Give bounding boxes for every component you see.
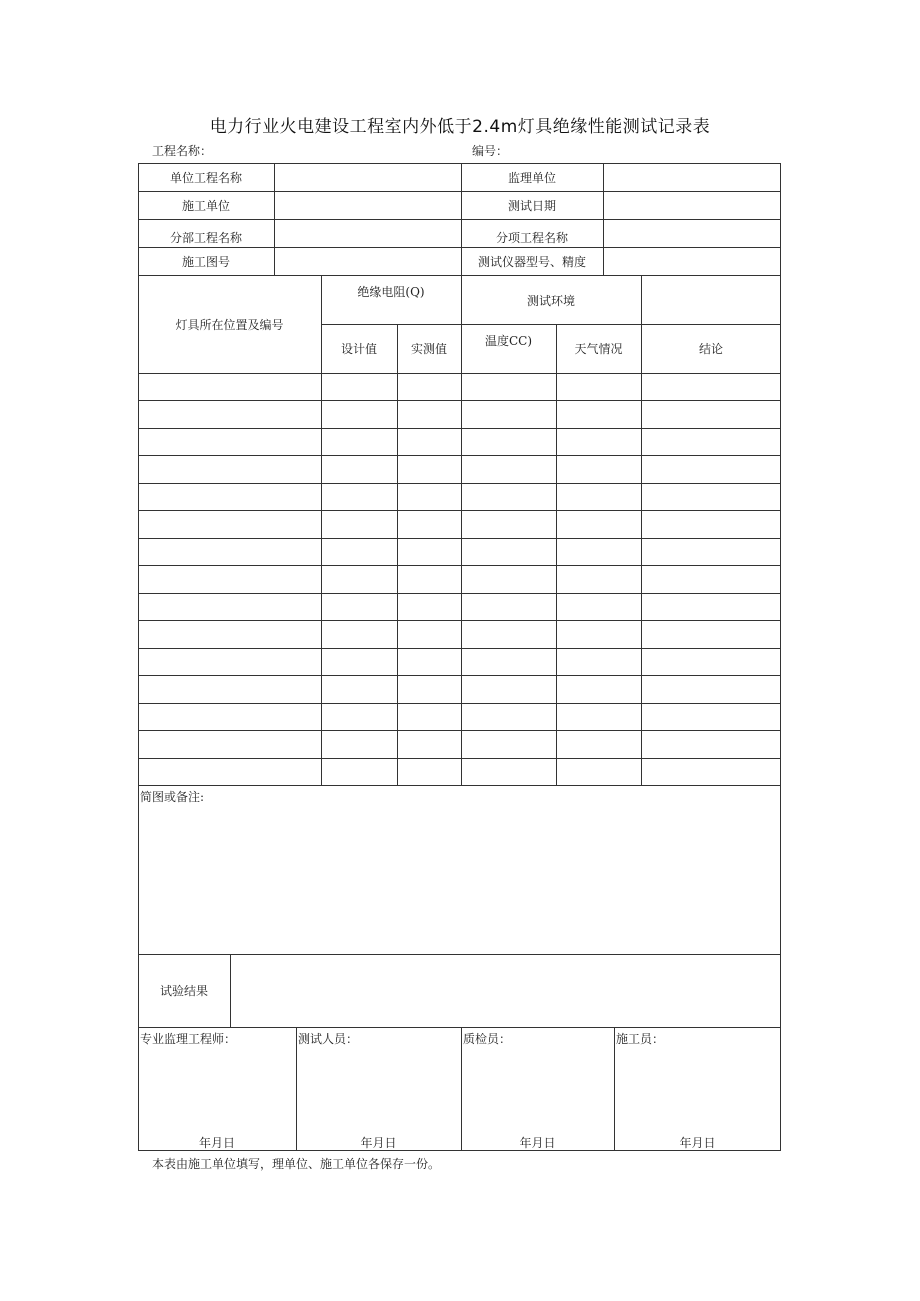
header-test-environment: 测试环境 [526, 293, 575, 308]
number-label: 编号： [472, 144, 509, 158]
header-weather: 天气情况 [574, 342, 623, 356]
project-name-label: 工程名称： [152, 144, 213, 158]
info-label-supervisor: 监理单位 [507, 170, 556, 185]
signature-date-1: 年月日 [198, 1136, 235, 1150]
quality-inspector-label: 质检员： [463, 1032, 512, 1046]
footnote: 本表由施工单位填写，理单位、施工单位各保存一份。 [152, 1157, 441, 1171]
signature-date-4: 年月日 [679, 1136, 716, 1150]
header-conclusion: 结论 [698, 342, 723, 356]
header-location: 灯具所在位置及编号 [175, 317, 284, 332]
header-design-value: 设计值 [340, 342, 377, 356]
supervisor-engineer-label: 专业监理工程师： [140, 1032, 237, 1046]
info-label-subitem-project: 分项工程名称 [495, 230, 568, 245]
record-table [138, 163, 781, 1151]
info-label-construction-unit: 施工单位 [181, 198, 230, 213]
header-measured-value: 实测值 [410, 342, 447, 356]
form-title: 电力行业火电建设工程室内外低于2.4m灯具绝缘性能测试记录表 [209, 117, 711, 137]
info-label-instrument: 测试仪器型号、精度 [477, 254, 586, 269]
info-label-test-date: 测试日期 [507, 198, 556, 213]
header-temperature: 温度CC) [484, 333, 533, 348]
tester-label: 测试人员： [298, 1032, 359, 1046]
construction-worker-label: 施工员： [616, 1032, 665, 1046]
result-label: 试验结果 [159, 984, 208, 998]
header-insulation-resistance: 绝缘电阻(Q) [357, 284, 425, 299]
info-label-drawing-number: 施工图号 [181, 254, 230, 269]
signature-date-3: 年月日 [519, 1136, 556, 1150]
notes-label: 简图或备注: [140, 790, 205, 804]
info-label-division-project: 分部工程名称 [169, 230, 242, 245]
signature-date-2: 年月日 [360, 1136, 397, 1150]
info-label-unit-project: 单位工程名称 [169, 170, 242, 185]
